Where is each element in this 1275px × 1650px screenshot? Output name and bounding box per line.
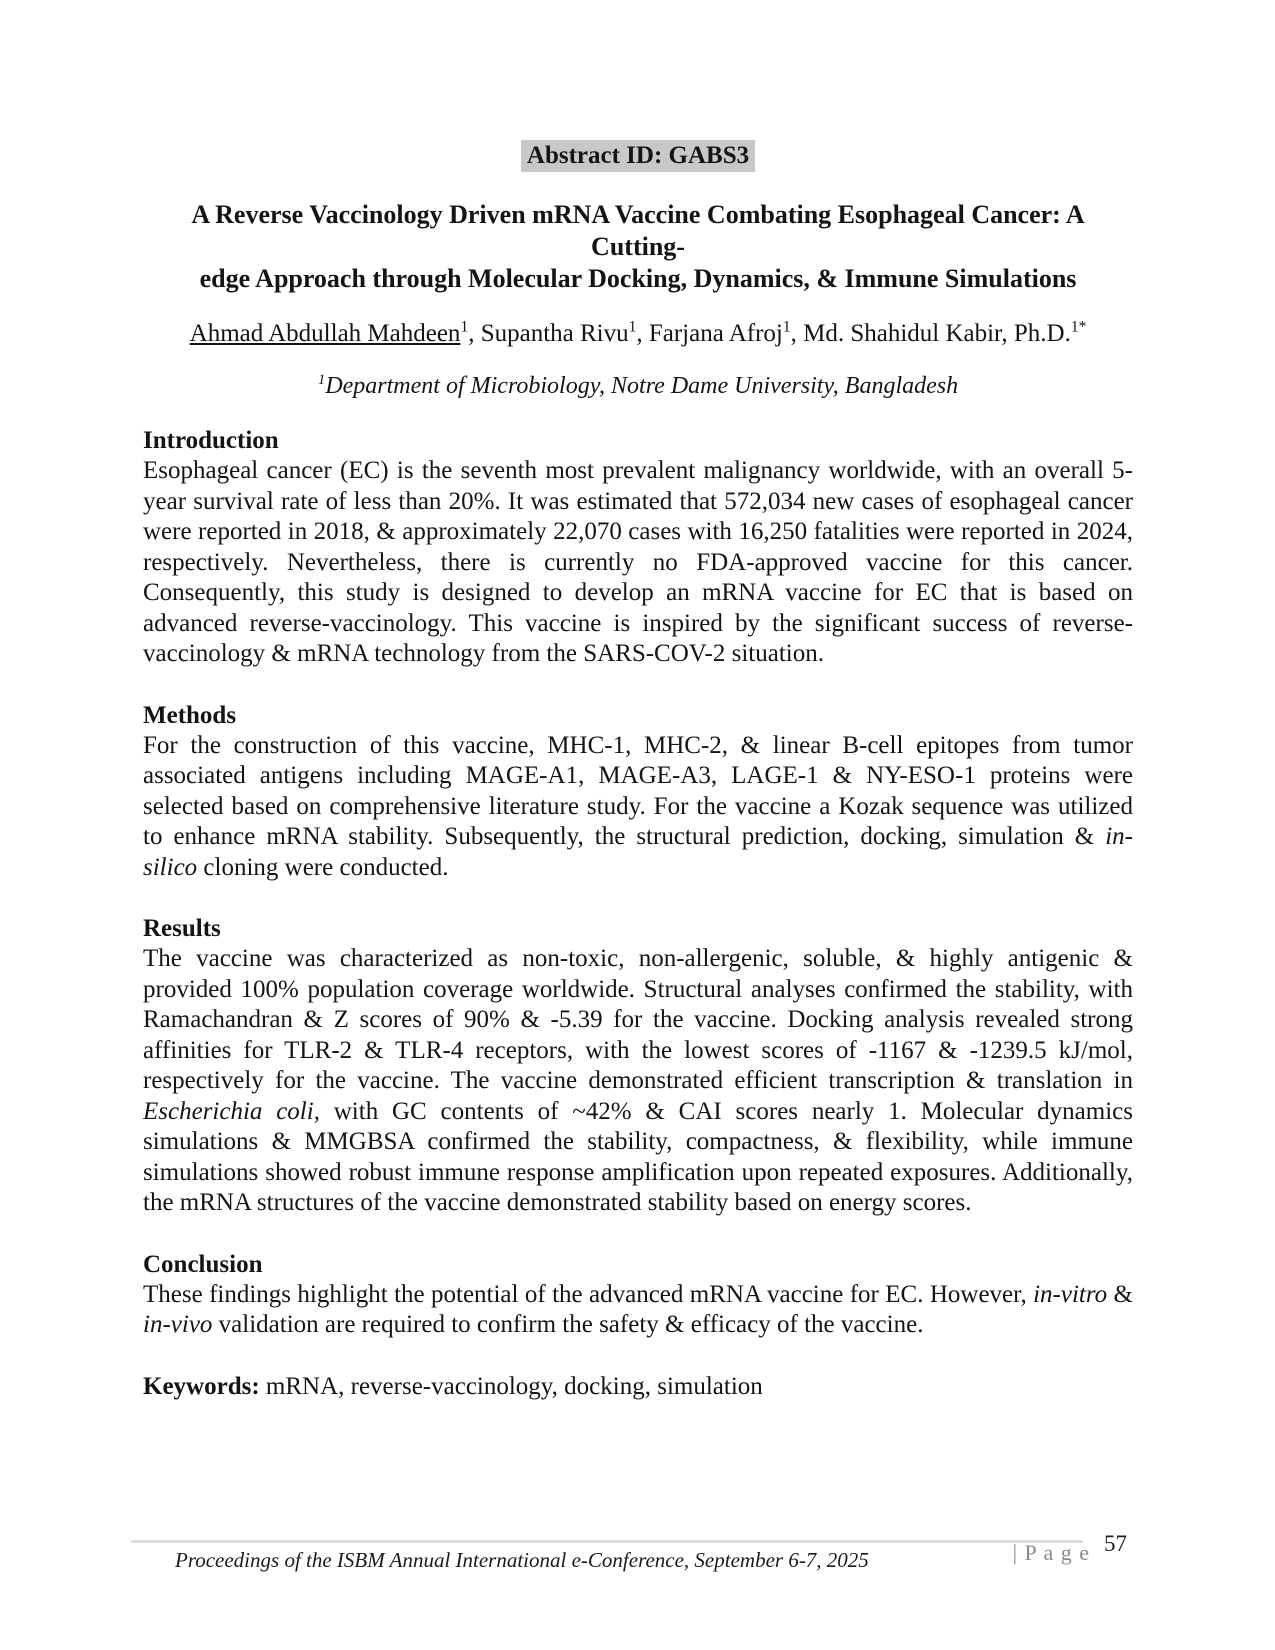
text-run: in-silico [143,823,1133,881]
text-run: in-vivo [143,1311,213,1338]
text-run: cloning were conducted. [197,853,449,881]
text-run: , Farjana Afroj [636,320,783,347]
text-run: mRNA, reverse-vaccinology, docking, simulation [259,1372,763,1400]
footer-page-number: 57 [1104,1531,1127,1556]
section-conclusion [143,1249,1133,1341]
section-results [143,913,1133,1219]
results-heading: Results [143,915,221,942]
text-run: These findings highlight the potential of the advanced mRNA vaccine for EC. However, [143,1280,1034,1308]
text-run: & [1107,1280,1134,1308]
text-run: with GC contents of ~42% & CAI scores nearly 1. Molecular dynamics simulations & MMGBSA confirmed the stability, compactness, & flexibility, while immune simulations showed robust immune response amplification upon repeated exposures. Additionally, the mRNA structures of the vaccine demonstrated stability based on energy scores. [143,1097,1133,1216]
keywords-line [143,1371,1133,1402]
introduction-paragraph [143,456,1133,670]
text-run: Ahmad Abdullah Mahdeen [189,320,461,347]
results-paragraph [143,944,1133,1219]
text-run: , Md. Shahidul Kabir, Ph.D. [790,320,1071,347]
text-run: 1 [628,318,637,336]
conclusion-heading: Conclusion [143,1250,263,1278]
text-run: 1 [782,318,791,336]
footer-proceedings-text: Proceedings of the ISBM Annual International e-Conference, September 6-7, 2025 [175,1548,869,1572]
methods-paragraph [143,731,1133,884]
text-run: 1* [1070,318,1087,336]
text-run: The vaccine was characterized as non-toxic, non-allergenic, soluble, & highly antigenic & provided 100% population coverage worldwide. Structural analyses confirmed the stability, with Ramachandran & Z scores of 90% & -5.39 for the vaccine. Docking analysis revealed strong affinities for TLR-2 & TLR-4 receptors, with the lowest scores of -1167 & -1239.5 kJ/mol, respectively for the vaccine. The vaccine demonstrated efficient transcription & translation in [143,945,1133,1094]
section-methods [143,700,1133,884]
authors-line [143,318,1133,350]
introduction-heading: Introduction [143,427,279,454]
text-run: For the construction of this vaccine, MHC-1, MHC-2, & linear B-cell epitopes from tumor associated antigens including MAGE-A1, MAGE-A3, LAGE-1 & NY-ESO-1 proteins were selected based on comprehensive literature study. For the vaccine a Kozak sequence was utilized to enhance mRNA stability. Subsequently, the structural prediction, docking, simulation & [143,731,1133,850]
affiliation-line [143,371,1133,401]
footer-page-label: | P a g e [1012,1540,1090,1565]
conclusion-paragraph [143,1280,1133,1341]
paper-title [143,199,1133,295]
methods-heading: Methods [143,701,237,729]
text-run: in-vitro [1033,1280,1108,1308]
paper-title-line-1: A Reverse Vaccinology Driven mRNA Vaccine Combating Esophageal Cancer: A Cutting- [191,200,1085,261]
text-run: , Supantha Rivu [468,320,629,347]
text-run: Keywords: [143,1372,260,1400]
section-introduction [143,425,1133,670]
text-run: 1 [460,318,469,336]
abstract-page [143,140,1133,1402]
text-run: 1 [317,372,326,388]
footer-page-area [1012,1531,1127,1566]
page-footer [143,1531,1133,1573]
paper-title-line-2: edge Approach through Molecular Docking, Dynamics, & Immune Simulations [199,264,1077,293]
text-run: Esophageal cancer (EC) is the seventh most prevalent malignancy worldwide, with an overall 5-year survival rate of less than 20%. It was estimated that 572,034 new cases of esophageal cancer were reported in 2018, & approximately 22,070 cases with 16,250 fatalities were reported in 2024, respectively. Nevertheless, there is currently no FDA-approved vaccine for this cancer. Consequently, this study is designed to develop an mRNA vaccine for EC that is based on advanced reverse-vaccinology. This vaccine is inspired by the significant success of reverse-vaccinology & mRNA technology from the SARS-COV-2 situation. [143,457,1133,667]
text-run: Escherichia coli, [143,1097,320,1125]
footer-row [143,1531,1133,1573]
text-run: Department of Microbiology, Notre Dame University, Bangladesh [325,373,959,399]
abstract-id-badge: Abstract ID: GABS3 [521,140,755,172]
text-run: validation are required to confirm the safety & efficacy of the vaccine. [212,1311,924,1338]
abstract-id-row [143,140,1133,172]
